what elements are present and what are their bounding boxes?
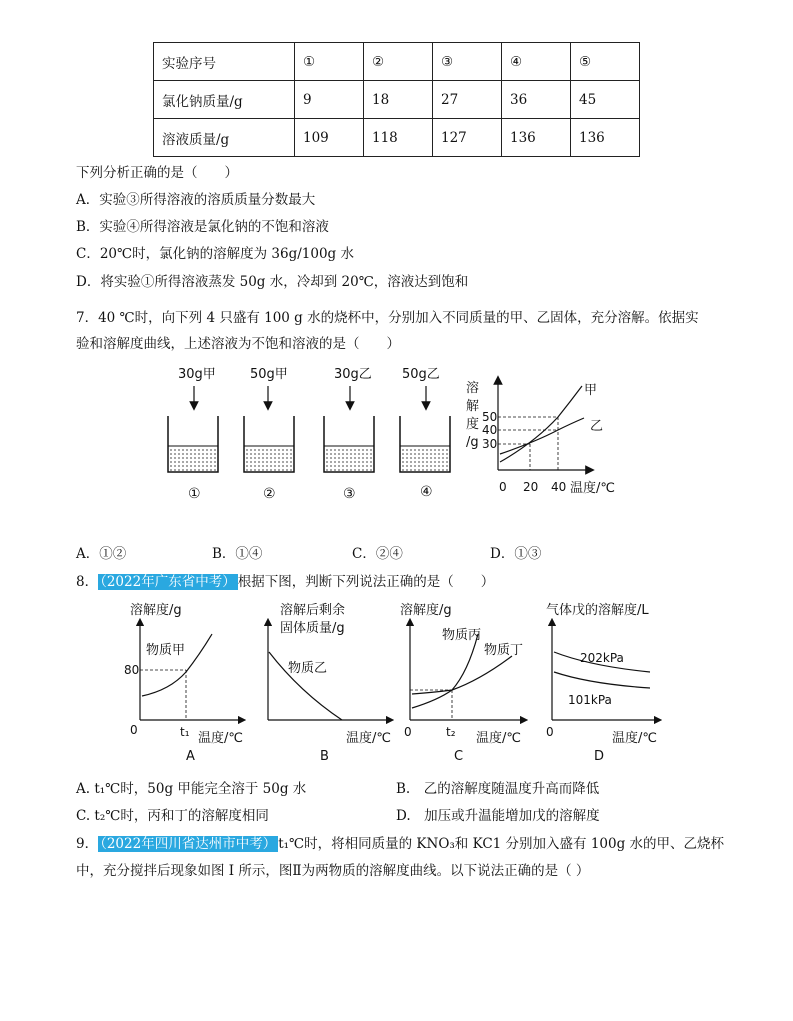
curve-label: 甲 [584,383,598,398]
x-tick: 40 [551,480,567,494]
x-label: 温度/℃ [570,481,615,496]
q9-line2: 中，充分搅拌后现象如图 I 所示，图Ⅱ为两物质的溶解度曲线。以下说法正确的是（ ） [76,863,590,879]
beaker-label: 30g甲 [178,367,216,382]
table-cell: 109 [295,119,364,157]
table-cell: 溶液质量/g [154,119,295,157]
curve-label: 乙 [590,419,604,434]
x-tick: t₂ [446,725,456,739]
table-row [154,119,640,157]
beaker-label: 50g甲 [250,367,288,382]
curve-yi [500,418,584,454]
q8-option-c: C. t₂℃时，丙和丁的溶解度相同 [76,808,269,824]
y-label: 溶解度/g [400,603,452,618]
question-number: 8． [76,574,99,590]
curve-label: 物质丁 [484,643,524,658]
q7-option-b: B．①④ [212,546,263,562]
table-cell: ① [295,43,364,81]
x-label: 温度/℃ [612,731,657,746]
beaker-label: 30g乙 [334,367,372,382]
y-tick: 40 [482,423,498,437]
x-tick: 20 [523,480,539,494]
table-cell: ④ [502,43,571,81]
q8-stem [76,570,494,590]
table-cell: 136 [502,119,571,157]
beaker-number: ① [188,486,201,502]
beaker-3 [324,367,374,502]
question-text: 根据下图，判断下列说法正确的是（ ） [237,574,495,590]
curve-label: 202kPa [580,651,624,665]
solubility-graph [466,380,615,496]
source-highlight: （2022年四川省达州市中考） [100,836,277,852]
question-text: t₁℃时，将相同质量的 KNO₃和 KC1 分别加入盛有 100g 水的甲、乙烧杯 [278,836,725,852]
chart-a [124,602,243,764]
q7-line2: 验和溶解度曲线，上述溶液为不饱和溶液的是（ ） [76,336,400,352]
curve-label: 101kPa [568,693,612,707]
chart-c [400,602,524,764]
beaker-number: ④ [420,484,433,500]
beaker-1 [168,367,218,502]
chart-b [268,602,391,764]
table-cell: 136 [571,119,640,157]
curve-label: 物质丙 [442,628,482,643]
chart-d [546,602,658,764]
beaker-4 [400,367,450,500]
y-label: 溶解度/g [130,603,182,618]
chart-caption: A [186,749,195,764]
source-highlight: （2022年广东省中考） [100,574,236,590]
table-cell: ⑤ [571,43,640,81]
x-label: 温度/℃ [476,731,521,746]
table-cell: ③ [433,43,502,81]
q6-option-c: C．20℃时，氯化钠的溶解度为 36g/100g 水 [76,246,354,262]
table-cell: 118 [364,119,433,157]
beaker-number: ② [263,486,276,502]
origin-label: 0 [130,723,138,737]
q8-option-b: B. 乙的溶解度随温度升高而降低 [396,781,600,797]
table-row [154,81,640,119]
q7-option-c: C．②④ [352,546,403,562]
table-row [154,43,640,81]
chart-caption: C [454,749,464,764]
y-label: 固体质量/g [280,621,345,636]
table-cell: 127 [433,119,502,157]
x-label: 温度/℃ [198,731,243,746]
table-cell: 18 [364,81,433,119]
x-label: 温度/℃ [346,731,391,746]
beaker-2 [244,367,294,502]
q7-option-d: D．①③ [490,546,542,562]
y-tick: 30 [482,437,498,451]
y-label: 气体戊的溶解度/L [546,603,649,618]
beaker-label: 50g乙 [402,367,440,382]
x-tick: t₁ [180,725,190,739]
q9-stem [76,832,724,852]
table-cell: 45 [571,81,640,119]
q7-figure [150,360,630,520]
curve-label: 物质乙 [288,661,328,676]
curve-label: 物质甲 [146,643,186,658]
q6-option-b: B．实验④所得溶液是氯化钠的不饱和溶液 [76,219,329,235]
q8-figure [120,596,670,768]
table-cell: 氯化钠质量/g [154,81,295,119]
curve [554,672,650,688]
chart-caption: D [594,749,605,764]
q6-option-d: D．将实验①所得溶液蒸发 50g 水，冷却到 20℃，溶液达到饱和 [76,274,469,290]
y-label: 度 [466,417,480,432]
q8-option-a: A. t₁℃时，50g 甲能完全溶于 50g 水 [76,781,307,797]
chart-caption: B [320,749,329,764]
origin-label: 0 [404,725,412,739]
table-cell: ② [364,43,433,81]
y-label: 溶 [466,381,480,396]
y-tick: 50 [482,410,498,424]
q6-prompt: 下列分析正确的是（ ） [76,165,238,181]
beaker-number: ③ [343,486,356,502]
data-table [153,42,640,157]
y-label: 溶解后剩余 [280,603,346,618]
x-tick: 0 [499,480,507,494]
y-label: /g [466,435,479,450]
q7-line1: 7．40 ℃时，向下列 4 只盛有 100 g 水的烧杯中，分别加入不同质量的甲、乙固体，充分溶解。依据实 [76,310,699,326]
y-label: 解 [466,399,480,414]
y-tick: 80 [124,663,140,677]
table-cell: 36 [502,81,571,119]
curve [412,634,478,708]
table-cell: 27 [433,81,502,119]
q8-option-d: D. 加压或升温能增加戊的溶解度 [396,808,600,824]
question-number: 9． [76,836,99,852]
table-cell: 9 [295,81,364,119]
table-cell: 实验序号 [154,43,295,81]
q7-option-a: A．①② [76,546,127,562]
q6-option-a: A．实验③所得溶液的溶质质量分数最大 [76,192,316,208]
origin-label: 0 [546,725,554,739]
